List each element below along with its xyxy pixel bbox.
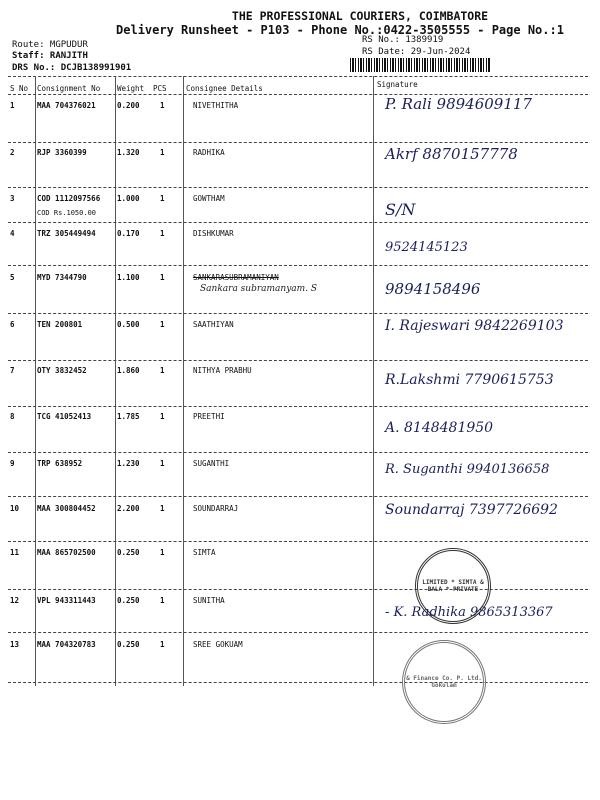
consignment-no: TRP 638952 <box>37 459 83 468</box>
col-divider <box>183 76 184 686</box>
col-header-sno: S No <box>10 84 29 93</box>
pcs-value: 1 <box>160 596 165 605</box>
consignment-no: COD 1112097566 <box>37 194 101 203</box>
barcode <box>350 58 490 72</box>
weight-value: 0.170 <box>117 229 140 238</box>
consignment-no: RJP 3360399 <box>37 148 87 157</box>
table-top-border <box>8 76 588 77</box>
handwritten-note: Sankara subramanyam. S <box>200 284 318 294</box>
row-divider <box>8 265 588 266</box>
row-sno: 3 <box>10 194 15 203</box>
pcs-value: 1 <box>160 320 165 329</box>
row-divider <box>8 360 588 361</box>
consignment-no: MAA 300804452 <box>37 504 96 513</box>
signature: 9894158496 <box>385 280 481 298</box>
weight-value: 1.860 <box>117 366 140 375</box>
col-header-weight: Weight <box>117 84 145 93</box>
row-sno: 5 <box>10 273 15 282</box>
weight-value: 1.230 <box>117 459 140 468</box>
col-divider <box>373 76 374 686</box>
row-sno: 6 <box>10 320 15 329</box>
company-title: THE PROFESSIONAL COURIERS, COIMBATORE <box>231 9 489 23</box>
company-stamp <box>402 640 486 724</box>
row-divider <box>8 632 588 633</box>
col-divider <box>35 76 36 686</box>
pcs-value: 1 <box>160 148 165 157</box>
consignment-no: MAA 704320783 <box>37 640 96 649</box>
row-sno: 2 <box>10 148 15 157</box>
route-label: Route: MGPUDUR <box>12 40 88 50</box>
signature: Akrf 8870157778 <box>385 145 518 163</box>
pcs-value: 1 <box>160 504 165 513</box>
weight-value: 0.200 <box>117 101 140 110</box>
row-divider <box>8 222 588 223</box>
pcs-value: 1 <box>160 459 165 468</box>
pcs-value: 1 <box>160 273 165 282</box>
cod-amount: COD Rs.1050.00 <box>37 209 97 217</box>
pcs-value: 1 <box>160 640 165 649</box>
row-sno: 12 <box>10 596 20 605</box>
pcs-value: 1 <box>160 194 165 203</box>
consignee-name: RADHIKA <box>193 148 225 157</box>
col-divider <box>115 76 116 686</box>
row-divider <box>8 313 588 314</box>
weight-value: 1.785 <box>117 412 140 421</box>
consignee-name: SUNITHA <box>193 596 225 605</box>
col-header-signature: Signature <box>377 80 418 89</box>
consignment-no: TRZ 305449494 <box>37 229 96 238</box>
consignee-name: SUGANTHI <box>193 459 230 468</box>
consignee-name: SREE GOKUAM <box>193 640 243 649</box>
row-sno: 11 <box>10 548 20 557</box>
staff-label: Staff: RANJITH <box>12 51 88 61</box>
signature: Soundarraj 7397726692 <box>385 502 558 518</box>
rs-no: RS No.: 1389919 <box>362 35 444 45</box>
signature: P. Rali 9894609117 <box>385 95 532 113</box>
pcs-value: 1 <box>160 548 165 557</box>
signature: A. 8148481950 <box>385 420 494 436</box>
consignee-name: SAATHIYAN <box>193 320 234 329</box>
row-sno: 13 <box>10 640 20 649</box>
consignment-no: MAA 865702500 <box>37 548 96 557</box>
consignment-no: TCG 41052413 <box>37 412 92 421</box>
signature: I. Rajeswari 9842269103 <box>385 318 564 334</box>
company-stamp <box>415 548 491 624</box>
signature: S/N <box>385 200 416 219</box>
stamp-text: LIMITED * SIMTA & BALA * PRIVATE <box>422 579 484 593</box>
row-sno: 7 <box>10 366 15 375</box>
row-divider <box>8 682 588 683</box>
row-divider <box>8 187 588 188</box>
weight-value: 0.250 <box>117 596 140 605</box>
consignee-name: DISHKUMAR <box>193 229 234 238</box>
col-header-pcs: PCS <box>153 84 167 93</box>
consignee-name: SANKARASUBRAMANIYAN <box>193 273 279 282</box>
weight-value: 2.200 <box>117 504 140 513</box>
consignment-no: OTY 3832452 <box>37 366 87 375</box>
consignment-no: TEN 200801 <box>37 320 83 329</box>
consignee-name: NIVETHITHA <box>193 101 239 110</box>
row-divider <box>8 142 588 143</box>
consignee-name: SIMTA <box>193 548 216 557</box>
drs-label: DRS No.: DCJB138991901 <box>12 63 132 73</box>
signature: 9524145123 <box>385 240 468 255</box>
row-sno: 8 <box>10 412 15 421</box>
consignee-name: NITHYA PRABHU <box>193 366 252 375</box>
weight-value: 0.250 <box>117 548 140 557</box>
row-sno: 9 <box>10 459 15 468</box>
consignee-name: SOUNDARRAJ <box>193 504 239 513</box>
weight-value: 1.000 <box>117 194 140 203</box>
pcs-value: 1 <box>160 366 165 375</box>
signature: - K. Radhika 9865313367 <box>385 605 553 620</box>
signature: R.Lakshmi 7790615753 <box>385 372 554 388</box>
weight-value: 0.500 <box>117 320 140 329</box>
weight-value: 0.250 <box>117 640 140 649</box>
pcs-value: 1 <box>160 412 165 421</box>
row-divider <box>8 452 588 453</box>
row-divider <box>8 541 588 542</box>
consignment-no: MYD 7344790 <box>37 273 87 282</box>
row-divider <box>8 406 588 407</box>
row-sno: 4 <box>10 229 15 238</box>
col-header-consignee: Consignee Details <box>186 84 263 93</box>
consignment-no: VPL 943311443 <box>37 596 96 605</box>
consignee-name: PREETHI <box>193 412 225 421</box>
pcs-value: 1 <box>160 101 165 110</box>
row-divider <box>8 496 588 497</box>
stamp-text: & Finance Co. P. Ltd. Gokulam <box>406 675 482 689</box>
row-divider <box>8 589 588 590</box>
weight-value: 1.100 <box>117 273 140 282</box>
consignee-name: GOWTHAM <box>193 194 225 203</box>
row-sno: 10 <box>10 504 20 513</box>
weight-value: 1.320 <box>117 148 140 157</box>
rs-date: RS Date: 29-Jun-2024 <box>362 47 471 57</box>
runsheet-title: Delivery Runsheet - P103 - Phone No.:0422-3505555 - Page No.:1 <box>116 23 564 37</box>
row-sno: 1 <box>10 101 15 110</box>
col-header-consignment: Consignment No <box>37 84 101 93</box>
signature: R. Suganthi 9940136658 <box>385 462 550 477</box>
pcs-value: 1 <box>160 229 165 238</box>
consignment-no: MAA 704376021 <box>37 101 96 110</box>
